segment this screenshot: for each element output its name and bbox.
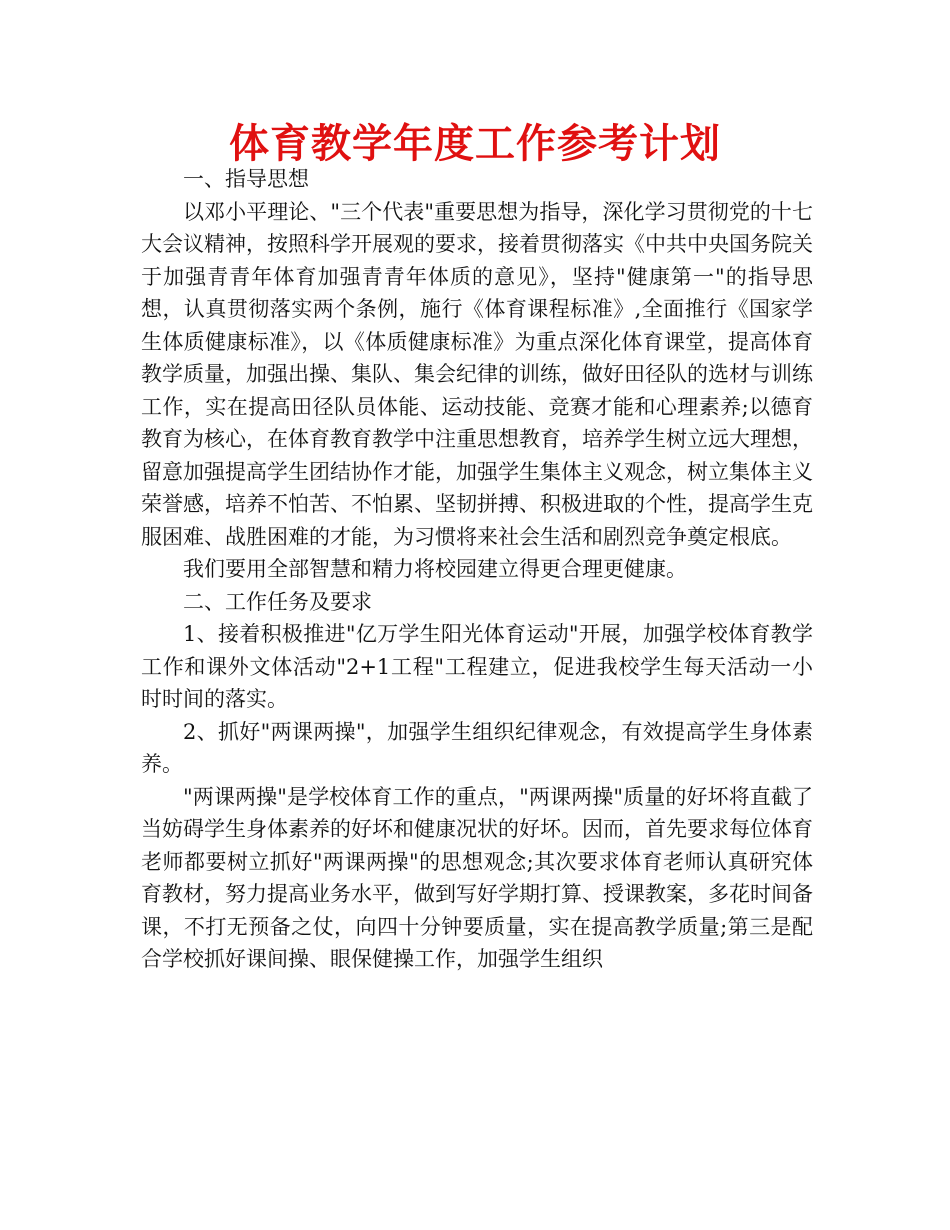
paragraph-task-1: 1、接着积极推进"亿万学生阳光体育运动"开展，加强学校体育教学工作和课外文体活动"2+1工程"工程建立，促进我校学生每天活动一小时时间的落实。 (141, 622, 813, 711)
document-title: 体育教学年度工作参考计划 (229, 121, 721, 167)
paragraph-guiding-ideology: 以邓小平理论、"三个代表"重要思想为指导，深化学习贯彻党的十七大会议精神，按照科学开展观的要求，接着贯彻落实《中共中央国务院关于加强青青年体育加强青青年体质的意见》，坚持"健康第一"的指导思想，认真贯彻落实两个条例，施行《体育课程标准》,全面推行《国家学生体质健康标准》，以《体质健康标准》为重点深化体育课堂，提高体育教学质量，加强出操、集队、集会纪律的训练，做好田径队的选材与训练工作，实在提高田径队员体能、运动技能、竞赛才能和心理素养;以德育教育为核心，在体育教育教学中注重思想教育，培养学生树立远大理想，留意加强提高学生团结协作才能，加强学生集体主义观念，树立集体主义荣誉感，培养不怕苦、不怕累、坚韧拼搏、积极进取的个性，提高学生克服困难、战胜困难的才能，为习惯将来社会生活和剧烈竞争奠定根底。 (141, 199, 813, 549)
section-heading-tasks: 二、工作任务及要求 (183, 589, 372, 614)
paragraph-campus-goal: 我们要用全部智慧和精力将校园建立得更合理更健康。 (183, 557, 687, 581)
paragraph-two-lessons-two-exercises: "两课两操"是学校体育工作的重点，"两课两操"质量的好坏将直截了当妨碍学生身体素养的好坏和健康况状的好坏。因而，首先要求每位体育老师都要树立抓好"两课两操"的思想观念;其次要求体育老师认真研究体育教材，努力提高业务水平，做到写好学期打算、授课教案，多花时间备课，不打无预备之仗，向四十分钟要质量，实在提高教学质量;第三是配合学校抓好课间操、眼保健操工作，加强学生组织 (141, 784, 813, 971)
section-heading-guiding-ideology: 一、指导思想 (183, 167, 309, 191)
document-body (141, 163, 813, 976)
paragraph-task-2: 2、抓好"两课两操"，加强学生组织纪律观念，有效提高学生身体素养。 (141, 719, 813, 776)
